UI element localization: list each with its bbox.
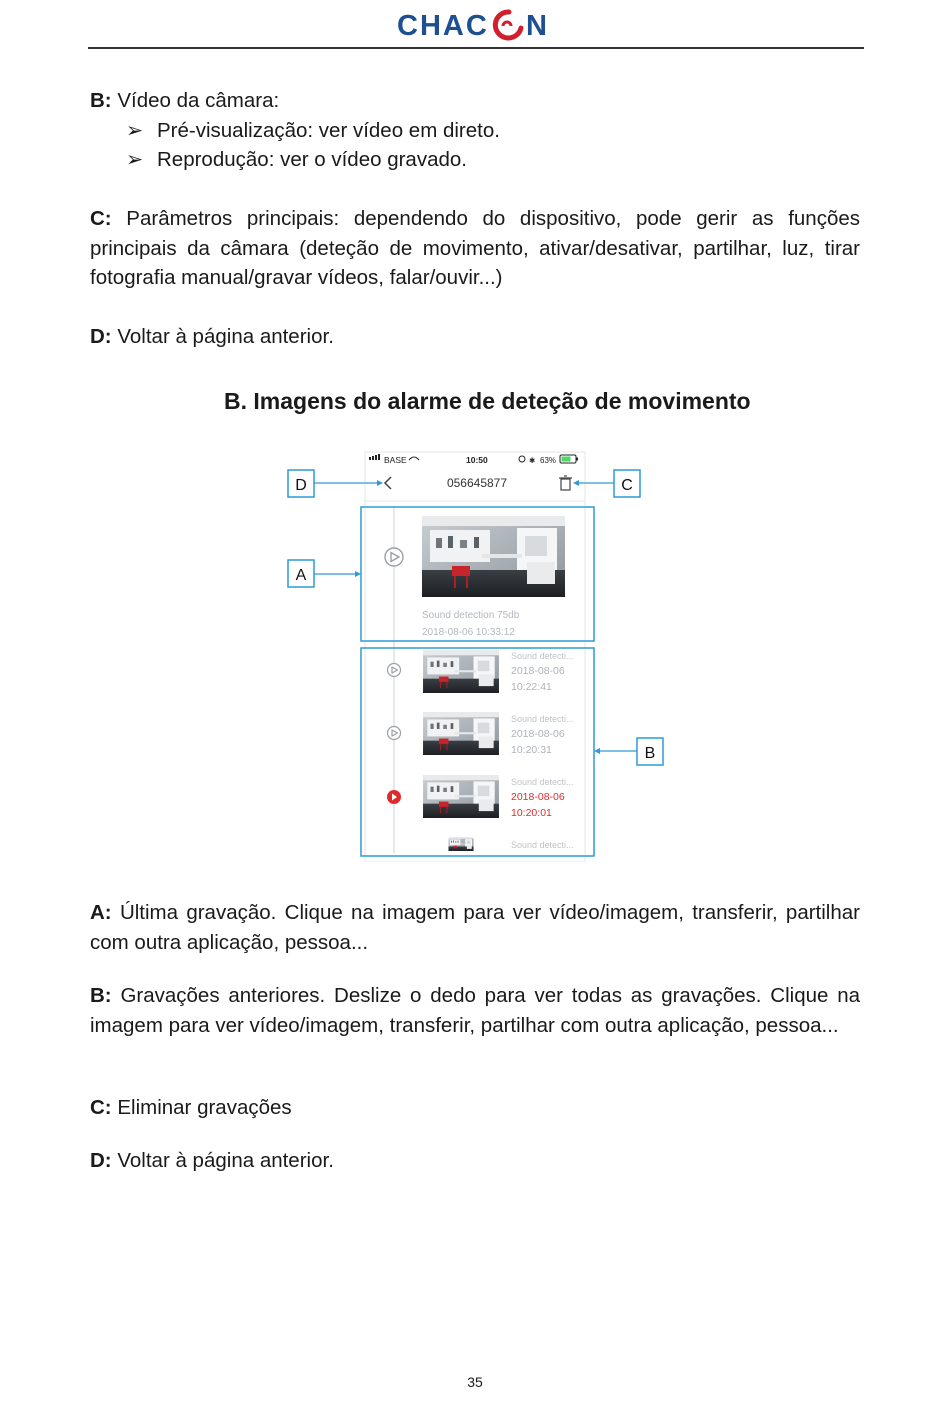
legend-b-text: Gravações anteriores. Deslize o dedo para ver todas as gravações. Clique na imagem para ver vídeo/imagem, transferir, partilhar com outra aplicação, pessoa... xyxy=(90,984,861,1037)
legend-d-paragraph xyxy=(90,1146,860,1176)
legend-c-key: C: xyxy=(90,1096,112,1119)
legend-c-text: Eliminar gravações xyxy=(117,1096,292,1119)
recording-thumbnail[interactable] xyxy=(448,837,473,851)
recording-date: 2018-08-06 xyxy=(511,728,565,740)
app-screenshot-figure xyxy=(275,448,675,862)
legend-d-text: Voltar à página anterior. xyxy=(117,1149,334,1172)
recording-date: 2018-08-06 xyxy=(511,791,565,803)
recording-event: Sound detecti... xyxy=(511,651,574,661)
legend-a-key: A: xyxy=(90,901,112,924)
intro-b-block xyxy=(90,86,860,175)
status-battery-percent: 63% xyxy=(540,456,557,465)
latest-datetime: 2018-08-06 10:33:12 xyxy=(422,627,515,638)
recording-thumbnail[interactable] xyxy=(423,712,499,755)
recording-time: 10:20:01 xyxy=(511,807,552,819)
intro-bullet-list xyxy=(90,116,860,175)
status-carrier: BASE xyxy=(384,455,407,465)
chacon-logo-icon xyxy=(395,6,555,46)
list-item[interactable] xyxy=(448,837,573,851)
svg-text:A: A xyxy=(295,567,307,584)
legend-a-text: Última gravação. Clique na imagem para ver vídeo/imagem, transferir, partilhar com outra aplicação, pessoa... xyxy=(90,901,860,954)
svg-text:C: C xyxy=(621,477,633,494)
legend-b-paragraph xyxy=(90,981,860,1040)
latest-thumbnail[interactable] xyxy=(422,516,565,597)
svg-text:D: D xyxy=(295,477,307,494)
svg-text:N: N xyxy=(526,10,547,42)
intro-d-paragraph xyxy=(90,322,860,352)
recording-thumbnail[interactable] xyxy=(423,650,499,693)
intro-b-key: B: xyxy=(90,89,112,112)
recording-event: Sound detecti... xyxy=(511,840,574,850)
arrow-bullet-icon: ➢ xyxy=(126,118,144,142)
intro-d-key: D: xyxy=(90,325,112,348)
svg-text:B: B xyxy=(644,745,656,762)
legend-c-paragraph xyxy=(90,1093,860,1123)
phone-status-bar xyxy=(369,454,578,465)
legend-a-paragraph xyxy=(90,898,860,957)
arrow-bullet-icon: ➢ xyxy=(126,148,144,171)
legend-d-key: D: xyxy=(90,1149,112,1172)
intro-c-text: Parâmetros principais: dependendo do dispositivo, pode gerir as funções principais da câmara (deteção de movimento, ativar/desativar, partilhar, luz, tirar fotografia manual/gravar vídeos, falar/ouvir...) xyxy=(90,207,860,289)
brand-logo xyxy=(0,6,950,51)
list-item: ➢ Reprodução: ver o vídeo gravado. xyxy=(90,145,860,175)
list-item: ➢ Pré-visualização: ver vídeo em direto. xyxy=(90,116,860,146)
play-icon[interactable] xyxy=(388,727,401,740)
logo-o-glyph xyxy=(495,12,521,38)
intro-c-key: C: xyxy=(90,207,112,230)
recording-time: 10:20:31 xyxy=(511,744,552,756)
recording-event: Sound detecti... xyxy=(511,777,574,787)
legend-b-key: B: xyxy=(90,984,112,1007)
latest-event-label: Sound detection 75db xyxy=(422,610,520,621)
recording-time: 10:22:41 xyxy=(511,681,552,693)
status-time: 10:50 xyxy=(466,455,488,465)
section-title: B. Imagens do alarme de deteção de movimento xyxy=(224,388,751,414)
intro-b-text: Vídeo da câmara: xyxy=(117,89,280,112)
recording-thumbnail[interactable] xyxy=(423,775,499,818)
intro-c-paragraph xyxy=(90,204,860,293)
play-icon[interactable] xyxy=(388,664,401,677)
play-active-icon[interactable] xyxy=(387,790,401,804)
recording-event: Sound detecti... xyxy=(511,714,574,724)
bluetooth-icon: ✱ xyxy=(529,456,536,465)
page-number: 35 xyxy=(467,1374,483,1390)
intro-d-text: Voltar à página anterior. xyxy=(117,325,334,348)
header-divider xyxy=(88,47,864,49)
recording-date: 2018-08-06 xyxy=(511,665,565,677)
play-icon[interactable] xyxy=(385,548,403,566)
svg-text:CHAC: CHAC xyxy=(397,10,489,42)
nav-title: 056645877 xyxy=(446,476,508,490)
